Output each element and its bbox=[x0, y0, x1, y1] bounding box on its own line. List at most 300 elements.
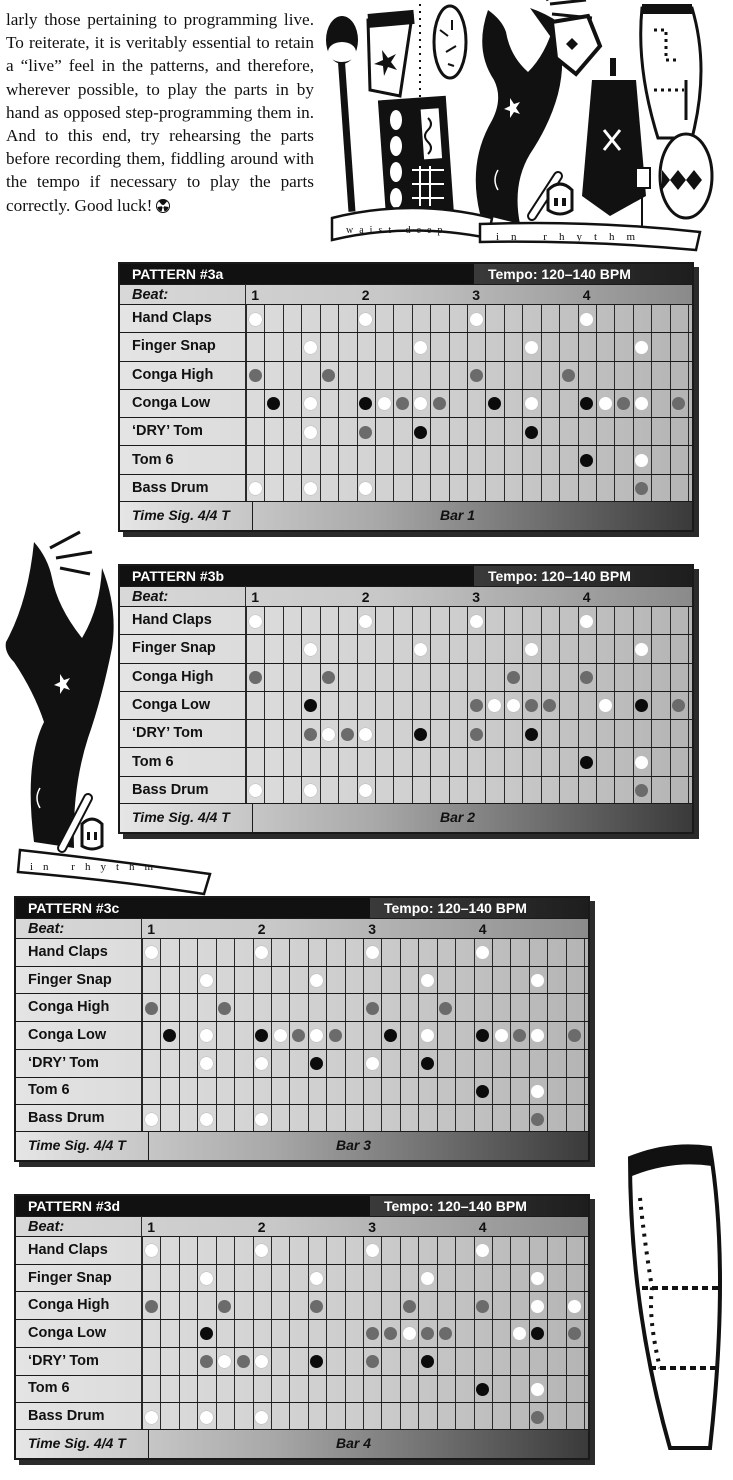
grid-line bbox=[418, 994, 419, 1022]
grid-line bbox=[504, 607, 505, 635]
grid-line bbox=[510, 994, 511, 1022]
step-dot-white bbox=[599, 699, 612, 712]
grid-line bbox=[271, 1237, 272, 1265]
grid-line bbox=[467, 635, 468, 663]
grid-line bbox=[308, 994, 309, 1022]
grid-line bbox=[467, 362, 468, 390]
grid-line bbox=[412, 418, 413, 446]
grid-line bbox=[688, 635, 689, 663]
grid-line bbox=[320, 748, 321, 776]
step-dot-white bbox=[580, 615, 593, 628]
grid-line bbox=[614, 664, 615, 692]
step-dot-white bbox=[507, 699, 520, 712]
grid-line bbox=[357, 635, 358, 663]
grid-line bbox=[437, 1078, 438, 1106]
grid-line bbox=[559, 418, 560, 446]
footer-divider bbox=[148, 1430, 149, 1458]
grid-line bbox=[216, 994, 217, 1022]
grid-line bbox=[381, 1320, 382, 1348]
grid-line bbox=[412, 635, 413, 663]
grid-line bbox=[566, 1376, 567, 1404]
grid-line bbox=[455, 1022, 456, 1050]
grid-line bbox=[522, 664, 523, 692]
grid-line bbox=[437, 1292, 438, 1320]
grid-line bbox=[289, 1376, 290, 1404]
step-dot-white bbox=[366, 1244, 379, 1257]
grid-line bbox=[326, 1320, 327, 1348]
grid-line bbox=[437, 1320, 438, 1348]
beat-row bbox=[120, 284, 692, 305]
grid-line bbox=[614, 418, 615, 446]
grid-line bbox=[320, 333, 321, 361]
grid-line bbox=[510, 939, 511, 967]
step-dot-white bbox=[304, 341, 317, 354]
bar-label: Bar 2 bbox=[440, 809, 476, 825]
grid-line bbox=[474, 1403, 475, 1431]
step-dot-grey bbox=[635, 482, 648, 495]
beat-number-1: 1 bbox=[147, 1219, 155, 1235]
step-dot-white bbox=[249, 482, 262, 495]
grid-line bbox=[596, 748, 597, 776]
grid-line bbox=[326, 967, 327, 995]
step-dot-grey bbox=[562, 369, 575, 382]
grid-line bbox=[289, 994, 290, 1022]
grid-line bbox=[289, 1265, 290, 1293]
grid-line bbox=[584, 1348, 585, 1376]
grid-line bbox=[492, 1265, 493, 1293]
grid-line bbox=[559, 362, 560, 390]
grid-line bbox=[345, 1050, 346, 1078]
grid-line bbox=[234, 1320, 235, 1348]
grid-line bbox=[559, 748, 560, 776]
grid-line bbox=[541, 777, 542, 805]
grid-line bbox=[393, 607, 394, 635]
grid-line bbox=[338, 607, 339, 635]
grid-line bbox=[301, 446, 302, 474]
grid-line bbox=[301, 720, 302, 748]
grid-line bbox=[320, 475, 321, 503]
grid-line bbox=[467, 333, 468, 361]
grid-line bbox=[596, 305, 597, 333]
grid-line bbox=[301, 692, 302, 720]
grid-line bbox=[688, 748, 689, 776]
instrument-label: Tom 6 bbox=[28, 1082, 70, 1099]
pattern-footer bbox=[16, 1429, 588, 1458]
beat-number-3: 3 bbox=[472, 589, 480, 605]
grid-line bbox=[578, 475, 579, 503]
grid-line bbox=[271, 939, 272, 967]
grid-line bbox=[264, 635, 265, 663]
grid-line bbox=[357, 446, 358, 474]
grid-line bbox=[455, 1078, 456, 1106]
grid-line bbox=[400, 994, 401, 1022]
step-dot-white bbox=[635, 397, 648, 410]
grid-line bbox=[504, 333, 505, 361]
grid-line bbox=[633, 664, 634, 692]
grid-line bbox=[670, 446, 671, 474]
grid-line bbox=[455, 994, 456, 1022]
instrument-label: Tom 6 bbox=[132, 451, 174, 468]
grid-line bbox=[651, 305, 652, 333]
grid-line bbox=[474, 1376, 475, 1404]
grid-line bbox=[412, 305, 413, 333]
bar-label: Bar 1 bbox=[440, 507, 476, 523]
grid-line bbox=[301, 333, 302, 361]
grid-line bbox=[510, 1348, 511, 1376]
grid-line bbox=[283, 692, 284, 720]
step-dot-white bbox=[531, 1300, 544, 1313]
step-dot-white bbox=[322, 728, 335, 741]
grid-line bbox=[289, 1050, 290, 1078]
grid-line bbox=[566, 967, 567, 995]
grid-line bbox=[283, 305, 284, 333]
grid-line bbox=[541, 390, 542, 418]
grid-line bbox=[400, 1105, 401, 1133]
grid-line bbox=[216, 1050, 217, 1078]
grid-line bbox=[418, 1022, 419, 1050]
grid-line bbox=[449, 475, 450, 503]
grid-line bbox=[449, 720, 450, 748]
grid-line bbox=[670, 635, 671, 663]
grid-line bbox=[234, 967, 235, 995]
instrument-label: Conga High bbox=[28, 999, 110, 1016]
instrument-row bbox=[120, 606, 692, 635]
grid-line bbox=[437, 994, 438, 1022]
grid-line bbox=[430, 333, 431, 361]
grid-line bbox=[179, 1237, 180, 1265]
grid-line bbox=[179, 1292, 180, 1320]
grid-line bbox=[197, 994, 198, 1022]
step-dot-black bbox=[488, 397, 501, 410]
grid-line bbox=[584, 967, 585, 995]
grid-line bbox=[437, 1105, 438, 1133]
grid-line bbox=[264, 607, 265, 635]
grid-line bbox=[504, 475, 505, 503]
grid-line bbox=[345, 1403, 346, 1431]
step-dot-white bbox=[200, 1113, 213, 1126]
grid-line bbox=[510, 1022, 511, 1050]
step-dot-white bbox=[304, 643, 317, 656]
instrument-label: Bass Drum bbox=[132, 781, 209, 798]
grid-line bbox=[541, 305, 542, 333]
step-dot-white bbox=[218, 1355, 231, 1368]
step-dot-white bbox=[304, 426, 317, 439]
step-dot-white bbox=[200, 1057, 213, 1070]
grid-line bbox=[289, 1237, 290, 1265]
step-dot-white bbox=[525, 341, 538, 354]
grid-line bbox=[381, 1376, 382, 1404]
grid-line bbox=[357, 305, 358, 333]
grid-line bbox=[320, 362, 321, 390]
grid-line bbox=[283, 635, 284, 663]
grid-line bbox=[216, 1022, 217, 1050]
step-dot-black bbox=[267, 397, 280, 410]
step-dot-grey bbox=[341, 728, 354, 741]
time-signature: Time Sig. 4/4 T bbox=[28, 1435, 126, 1451]
grid-line bbox=[670, 748, 671, 776]
step-dot-black bbox=[310, 1057, 323, 1070]
step-dot-grey bbox=[433, 397, 446, 410]
grid-line bbox=[381, 1348, 382, 1376]
grid-line bbox=[547, 1050, 548, 1078]
grid-line bbox=[271, 967, 272, 995]
grid-line bbox=[283, 748, 284, 776]
grid-line bbox=[326, 1376, 327, 1404]
grid-line bbox=[522, 777, 523, 805]
grid-line bbox=[529, 967, 530, 995]
step-dot-black bbox=[476, 1085, 489, 1098]
grid-line bbox=[179, 1078, 180, 1106]
instrument-label: Bass Drum bbox=[28, 1110, 105, 1127]
grid-line bbox=[338, 692, 339, 720]
grid-line bbox=[400, 1078, 401, 1106]
grid-line bbox=[430, 777, 431, 805]
grid-line bbox=[688, 418, 689, 446]
grid-line bbox=[393, 748, 394, 776]
grid-line bbox=[578, 607, 579, 635]
grid-line bbox=[529, 1050, 530, 1078]
grid-line bbox=[688, 362, 689, 390]
banner-waist-deep: waist deep bbox=[346, 225, 449, 236]
grid-line bbox=[253, 1237, 254, 1265]
step-dot-white bbox=[145, 1113, 158, 1126]
step-dot-white bbox=[421, 1272, 434, 1285]
grid-line bbox=[246, 748, 247, 776]
instrument-label: Hand Claps bbox=[28, 943, 108, 960]
grid-line bbox=[197, 1105, 198, 1133]
step-dot-black bbox=[310, 1355, 323, 1368]
grid-line bbox=[485, 748, 486, 776]
step-dot-black bbox=[476, 1029, 489, 1042]
grid-line bbox=[160, 1292, 161, 1320]
grid-line bbox=[234, 1050, 235, 1078]
grid-line bbox=[614, 692, 615, 720]
grid-line bbox=[541, 333, 542, 361]
tempo-label: Tempo: 120–140 BPM bbox=[474, 264, 692, 284]
step-dot-white bbox=[470, 313, 483, 326]
grid-line bbox=[492, 994, 493, 1022]
instrument-row bbox=[16, 1264, 588, 1293]
grid-line bbox=[418, 1050, 419, 1078]
step-dot-white bbox=[599, 397, 612, 410]
grid-line bbox=[651, 418, 652, 446]
grid-line bbox=[474, 1348, 475, 1376]
grid-line bbox=[345, 939, 346, 967]
grid-line bbox=[504, 720, 505, 748]
instrument-row bbox=[16, 1402, 588, 1431]
instrument-label: Tom 6 bbox=[132, 753, 174, 770]
step-dot-white bbox=[145, 1411, 158, 1424]
grid-line bbox=[529, 1237, 530, 1265]
grid-line bbox=[492, 967, 493, 995]
tempo-label: Tempo: 120–140 BPM bbox=[370, 898, 588, 918]
grid-line bbox=[345, 1022, 346, 1050]
grid-line bbox=[455, 1320, 456, 1348]
grid-line bbox=[326, 1292, 327, 1320]
grid-line bbox=[308, 1403, 309, 1431]
step-dot-black bbox=[531, 1327, 544, 1340]
grid-line bbox=[142, 1022, 143, 1050]
grid-line bbox=[142, 1320, 143, 1348]
grid-line bbox=[455, 1265, 456, 1293]
grid-line bbox=[651, 777, 652, 805]
grid-line bbox=[596, 418, 597, 446]
grid-line bbox=[566, 1292, 567, 1320]
grid-line bbox=[179, 1320, 180, 1348]
grid-line bbox=[253, 1078, 254, 1106]
grid-line bbox=[216, 1376, 217, 1404]
grid-line bbox=[547, 1292, 548, 1320]
step-dot-white bbox=[200, 1272, 213, 1285]
grid-line bbox=[197, 1403, 198, 1431]
grid-line bbox=[596, 446, 597, 474]
grid-line bbox=[400, 939, 401, 967]
grid-line bbox=[160, 1105, 161, 1133]
grid-line bbox=[578, 720, 579, 748]
step-dot-white bbox=[525, 643, 538, 656]
grid-line bbox=[301, 607, 302, 635]
grid-line bbox=[474, 1292, 475, 1320]
instrument-row bbox=[16, 966, 588, 995]
grid-line bbox=[301, 418, 302, 446]
grid-line bbox=[504, 692, 505, 720]
pattern-3a-grid bbox=[118, 262, 694, 532]
grid-line bbox=[633, 305, 634, 333]
grid-line bbox=[467, 720, 468, 748]
grid-line bbox=[320, 305, 321, 333]
instrument-row bbox=[16, 1347, 588, 1376]
grid-line bbox=[357, 475, 358, 503]
grid-line bbox=[216, 1348, 217, 1376]
grid-line bbox=[253, 1105, 254, 1133]
grid-line bbox=[246, 720, 247, 748]
pattern-footer bbox=[120, 803, 692, 832]
step-dot-white bbox=[255, 946, 268, 959]
grid-line bbox=[357, 418, 358, 446]
grid-line bbox=[308, 1292, 309, 1320]
radiation-ornament-icon bbox=[156, 199, 170, 213]
grid-line bbox=[522, 635, 523, 663]
grid-line bbox=[510, 1105, 511, 1133]
instrument-label: Conga Low bbox=[132, 696, 211, 713]
grid-line bbox=[614, 390, 615, 418]
grid-line bbox=[264, 390, 265, 418]
grid-line bbox=[584, 1050, 585, 1078]
grid-line bbox=[541, 362, 542, 390]
grid-line bbox=[418, 1237, 419, 1265]
grid-line bbox=[522, 305, 523, 333]
grid-line bbox=[271, 1292, 272, 1320]
beat-number-4: 4 bbox=[478, 921, 487, 937]
step-dot-white bbox=[476, 946, 489, 959]
step-dot-white bbox=[513, 1327, 526, 1340]
grid-line bbox=[375, 333, 376, 361]
grid-line bbox=[504, 390, 505, 418]
grid-line bbox=[559, 390, 560, 418]
grid-line bbox=[338, 305, 339, 333]
grid-line bbox=[418, 1292, 419, 1320]
grid-line bbox=[345, 994, 346, 1022]
grid-line bbox=[566, 939, 567, 967]
grid-line bbox=[264, 333, 265, 361]
grid-line bbox=[485, 446, 486, 474]
grid-line bbox=[308, 939, 309, 967]
instrument-label: ‘DRY’ Tom bbox=[132, 725, 203, 742]
grid-line bbox=[253, 1022, 254, 1050]
grid-line bbox=[289, 967, 290, 995]
grid-line bbox=[412, 607, 413, 635]
grid-line bbox=[541, 418, 542, 446]
conga-drum-illustration bbox=[620, 1138, 725, 1458]
grid-line bbox=[492, 1050, 493, 1078]
grid-line bbox=[234, 1237, 235, 1265]
pattern-title: PATTERN #3d bbox=[28, 1198, 121, 1214]
grid-line bbox=[363, 1292, 364, 1320]
tempo-label: Tempo: 120–140 BPM bbox=[370, 1196, 588, 1216]
grid-line bbox=[547, 1348, 548, 1376]
grid-line bbox=[566, 1265, 567, 1293]
grid-line bbox=[271, 1105, 272, 1133]
grid-line bbox=[216, 1237, 217, 1265]
grid-line bbox=[338, 446, 339, 474]
grid-line bbox=[271, 1022, 272, 1050]
grid-line bbox=[289, 1403, 290, 1431]
grid-line bbox=[688, 446, 689, 474]
grid-line bbox=[253, 994, 254, 1022]
grid-line bbox=[289, 1348, 290, 1376]
instrument-label: ‘DRY’ Tom bbox=[28, 1352, 99, 1369]
grid-line bbox=[142, 1265, 143, 1293]
grid-line bbox=[283, 607, 284, 635]
grid-line bbox=[688, 475, 689, 503]
grid-line bbox=[320, 777, 321, 805]
grid-line bbox=[522, 418, 523, 446]
grid-line bbox=[142, 967, 143, 995]
grid-line bbox=[467, 748, 468, 776]
grid-line bbox=[320, 664, 321, 692]
grid-line bbox=[320, 635, 321, 663]
instrument-row bbox=[120, 389, 692, 418]
grid-line bbox=[412, 362, 413, 390]
step-dot-white bbox=[525, 397, 538, 410]
grid-line bbox=[418, 1078, 419, 1106]
grid-line bbox=[418, 1348, 419, 1376]
grid-line bbox=[449, 635, 450, 663]
grid-line bbox=[338, 748, 339, 776]
grid-line bbox=[345, 1265, 346, 1293]
grid-line bbox=[522, 390, 523, 418]
grid-line bbox=[179, 1376, 180, 1404]
grid-line bbox=[216, 939, 217, 967]
grid-line bbox=[142, 939, 143, 967]
grid-line bbox=[449, 748, 450, 776]
grid-line bbox=[430, 635, 431, 663]
grid-line bbox=[504, 446, 505, 474]
grid-line bbox=[375, 777, 376, 805]
grid-line bbox=[485, 692, 486, 720]
instrument-row bbox=[120, 634, 692, 663]
grid-line bbox=[614, 305, 615, 333]
grid-line bbox=[216, 1265, 217, 1293]
step-dot-white bbox=[304, 784, 317, 797]
grid-line bbox=[559, 333, 560, 361]
grid-line bbox=[547, 939, 548, 967]
grid-line bbox=[320, 720, 321, 748]
grid-line bbox=[246, 446, 247, 474]
grid-line bbox=[160, 994, 161, 1022]
grid-line bbox=[357, 664, 358, 692]
grid-line bbox=[264, 664, 265, 692]
